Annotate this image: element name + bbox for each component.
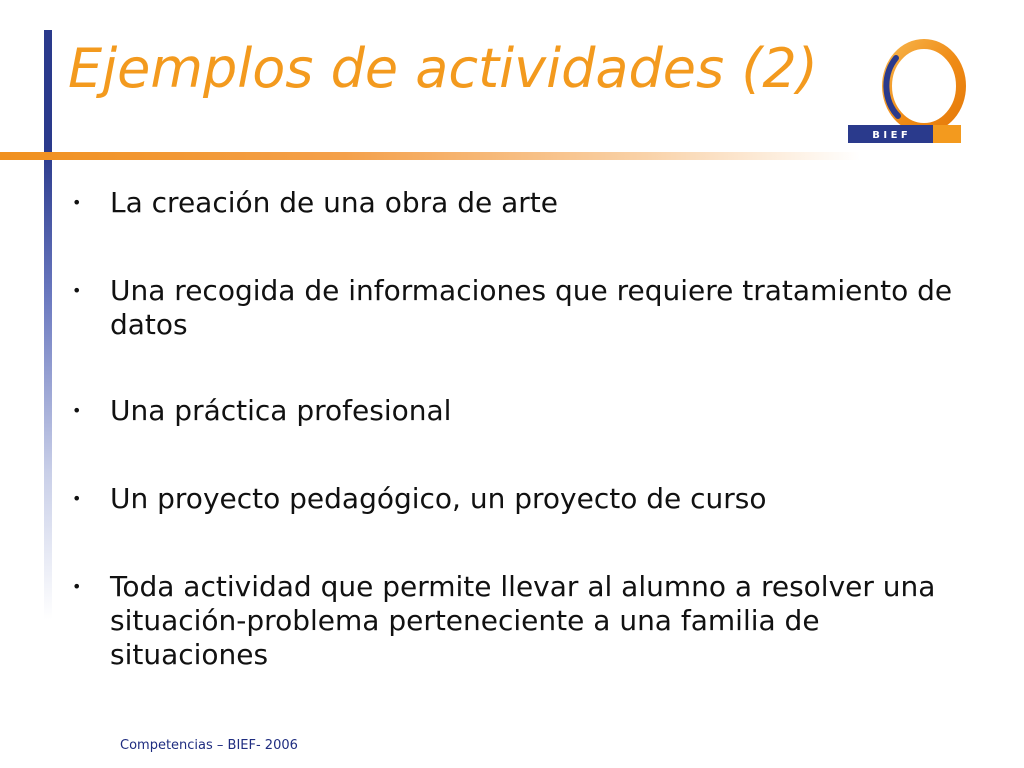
bullet-icon: • — [72, 281, 82, 300]
slide-footer: Competencias – BIEF- 2006 — [120, 738, 298, 753]
bullet-text: Una recogida de informaciones que requiere tratamiento de datos — [110, 274, 953, 341]
slide-title: Ejemplos de actividades (2) — [68, 37, 818, 100]
bullet-text: Un proyecto pedagógico, un proyecto de curso — [110, 482, 767, 515]
list-item — [72, 394, 972, 428]
list-item — [72, 570, 972, 672]
list-item — [72, 274, 972, 342]
bullet-icon: • — [72, 193, 82, 212]
bief-ring-logo-icon — [846, 38, 976, 148]
logo-text: B I E F — [872, 130, 908, 141]
list-item — [72, 482, 972, 516]
left-accent-bar — [44, 30, 52, 620]
bullet-text: Una práctica profesional — [110, 394, 452, 427]
bullet-list — [72, 186, 972, 726]
list-item — [72, 186, 972, 220]
bullet-text: Toda actividad que permite llevar al alumno a resolver una situación-problema perteneciente a una familia de situaciones — [110, 570, 936, 671]
bullet-text: La creación de una obra de arte — [110, 186, 558, 219]
title-underline — [0, 152, 860, 160]
bief-logo — [846, 38, 976, 148]
bullet-icon: • — [72, 489, 82, 508]
bullet-icon: • — [72, 401, 82, 420]
bullet-icon: • — [72, 577, 82, 596]
